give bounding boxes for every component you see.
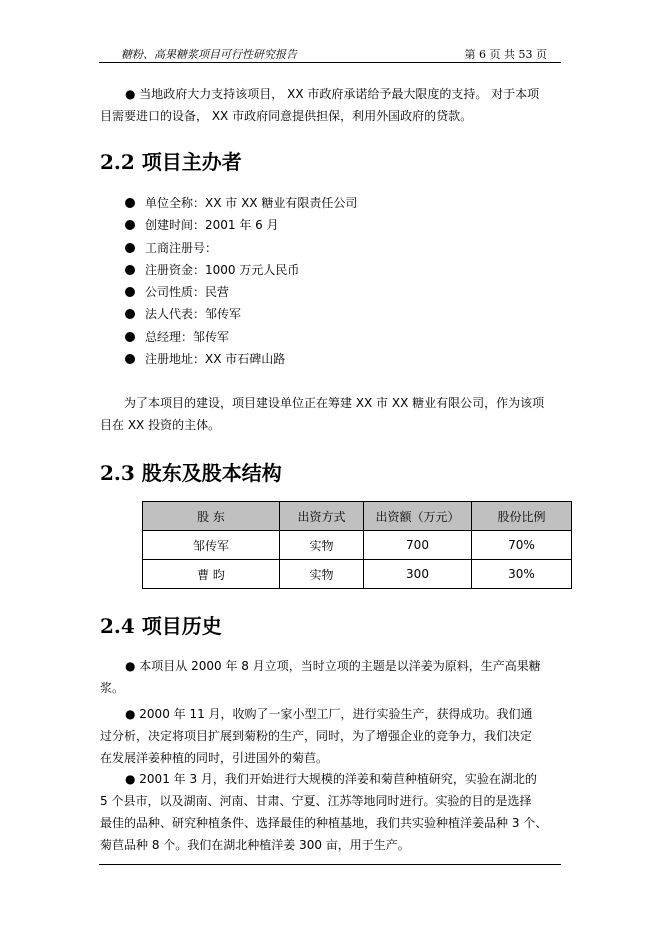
section-heading-2-4: 2.4 项目历史 [100,614,222,638]
bullet-text: 单位全称：XX 市 XX 糖业有限责任公司 [145,196,358,210]
paragraph-line: ● 2001 年 3 月，我们开始进行大规模的洋姜和菊苣种植研究，实验在湖北的 [125,772,537,786]
bullet-item [125,348,285,370]
section-heading-2-2: 2.2 项目主办者 [100,150,242,174]
bullet-icon [125,220,135,230]
bullet-text: 法人代表：邹传军 [145,307,242,321]
shareholder-table [142,501,572,589]
table-cell: 实物 [280,560,364,589]
paragraph-line: 浆。 [100,681,125,695]
paragraph-line: ● 2000 年 11 月，收购了一家小型工厂，进行实验生产，获得成功。我们通 [125,707,533,721]
footer-divider [99,864,561,865]
bullet-text: 总经理：邹传军 [145,330,230,344]
report-title: 糖粉、高果糖浆项目可行性研究报告 [121,48,297,61]
history-paragraph-2 [100,703,595,769]
bullet-item [125,303,241,325]
bullet-icon [125,354,135,364]
paragraph-line: 菊苣品种 8 个。我们在湖北种植洋姜 300 亩，用于生产。 [100,838,410,852]
history-paragraph-3 [100,768,595,856]
paragraph-line: 5 个县市，以及湖南、河南、甘肃、宁夏、江苏等地同时进行。实验的目的是选择 [100,794,532,808]
bullet-item [125,237,217,259]
section-heading-2-3: 2.3 股东及股本结构 [100,461,282,485]
column-header: 股 东 [143,502,280,531]
bullet-item [125,326,229,348]
bullet-icon [125,332,135,342]
paragraph-line: 过分析，决定将项目扩展到菊粉的生产，同时，为了增强企业的竞争力，我们决定 [100,729,533,743]
bullet-item [125,192,357,214]
bullet-text: 工商注册号： [145,241,218,255]
table-row [143,531,572,560]
bullet-icon [125,243,135,253]
table-cell: 30% [472,560,572,589]
table-cell: 700 [364,531,472,560]
bullet-text: 注册资金：1000 万元人民币 [145,263,300,277]
paragraph-line: ● 本项目从 2000 年 8 月立项，当时立项的主题是以洋姜为原料，生产高果糖 [125,659,541,673]
column-header: 出资额（万元） [364,502,472,531]
table-row [143,560,572,589]
bullet-icon [125,287,135,297]
history-paragraph-1 [100,655,595,699]
bullet-item [125,259,299,281]
column-header: 出资方式 [280,502,364,531]
intro-paragraph [100,83,595,127]
paragraph-line: 为了本项目的建设，项目建设单位正在筹建 XX 市 XX 糖业有限公司，作为该项 [124,396,545,410]
table-cell: 邹传军 [143,531,280,560]
bullet-item [125,214,279,236]
bullet-item [125,281,229,303]
column-header: 股份比例 [472,502,572,531]
bullet-text: 公司性质：民营 [145,285,230,299]
table-cell: 实物 [280,531,364,560]
paragraph-line: 目在 XX 投资的主体。 [100,418,221,432]
table-cell: 300 [364,560,472,589]
bullet-icon [125,309,135,319]
bullet-text: 创建时间：2001 年 6 月 [145,218,279,232]
intro-line: 目需要进口的设备， XX 市政府同意提供担保，利用外国政府的贷款。 [100,109,473,123]
table-cell: 70% [472,531,572,560]
bullet-icon [125,198,135,208]
paragraph-line: 在发展洋姜种植的同时，引进国外的菊苣。 [100,751,329,765]
page-number: 第 6 页 共 53 页 [464,48,547,61]
table-cell: 曹 昀 [143,560,280,589]
paragraph-line: 最佳的品种、研究种植条件、选择最佳的种植基地，我们共实验种植洋姜品种 3 个、 [100,816,548,830]
intro-line: ● 当地政府大力支持该项目， XX 市政府承诺给予最大限度的支持。 对于本项 [125,87,540,101]
page-header [99,44,561,63]
bullet-icon [125,265,135,275]
sponsor-paragraph [100,392,582,436]
bullet-text: 注册地址：XX 市石碑山路 [145,352,286,366]
table-header-row [143,502,572,531]
